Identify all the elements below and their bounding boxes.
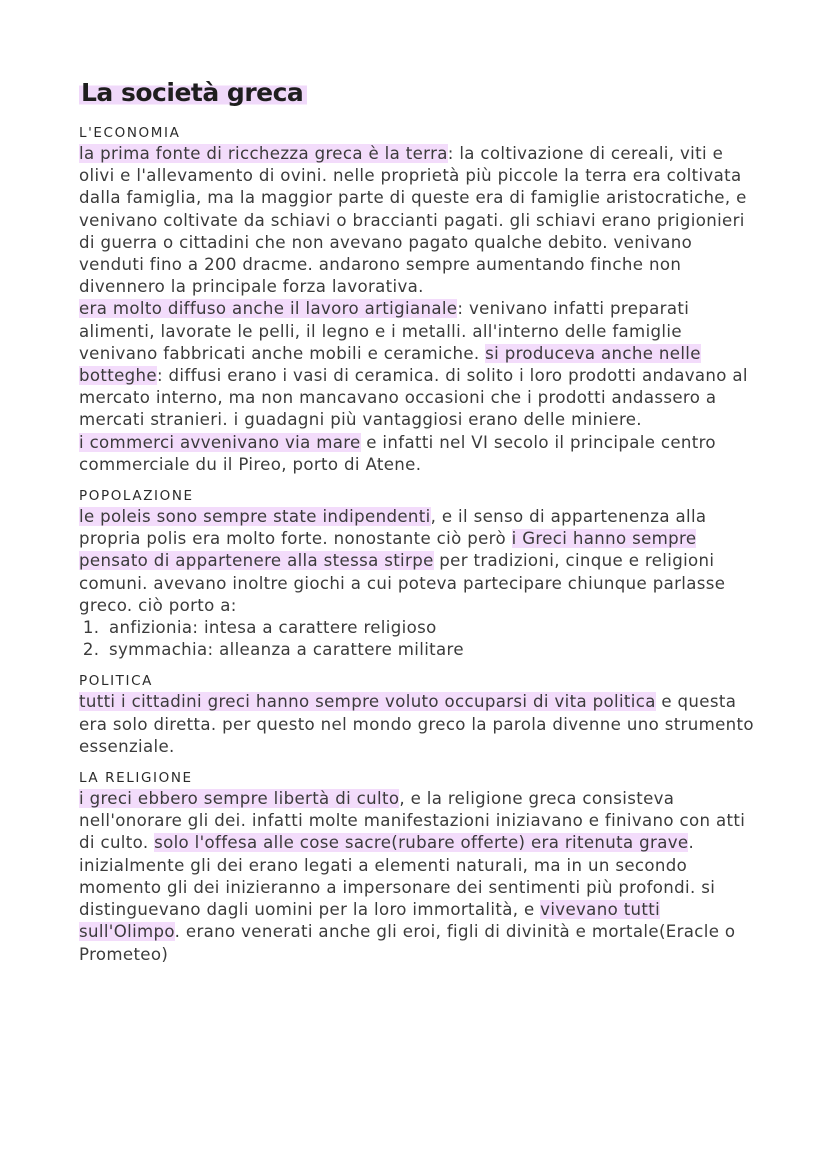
numbered-list [79,617,758,661]
section-heading-economia: L'ECONOMIA [79,125,181,141]
text: : diffusi erano i vasi di ceramica. di solito i loro prodotti andavano al mercato interno, ma non mancavano occasioni che i prodotti andassero a mercati stranieri. i guadagni più vantaggiosi erano delle miniere. [79,366,748,430]
section-heading-popolazione: POPOLAZIONE [79,488,194,505]
text: , e la religione greca consisteva nell'onorare gli dei. infatti molte manifestazioni iniziavano e finivano con atti di culto. [79,789,746,853]
text: , e il senso di appartenenza alla propria polis era molto forte. nonostante ciò però [79,507,707,549]
paragraph-economia-2 [79,298,758,431]
text: e infatti nel VI secolo il principale centro commerciale du il Pireo, porto di Atene. [79,432,716,474]
paragraph-economia-1 [79,143,758,298]
list-item: 2. symmachia: alleanza a carattere militare [105,639,758,661]
text: . erano venerati anche gli eroi, figli di divinità e mortale(Eracle o Prometeo) [79,922,736,964]
highlight: le poleis sono sempre state indipendenti [79,507,431,527]
section-politica [79,672,758,758]
text: per tradizioni, cinque e religioni comuni. avevano inoltre giochi a cui poteva partecipare chiunque parlasse greco. ciò porto a: [79,551,726,615]
highlight: tutti i cittadini greci hanno sempre voluto occuparsi di vita politica [79,692,656,712]
paragraph-economia-3 [79,432,758,476]
page-title: La società greca [79,76,307,107]
text: : la coltivazione di cereali, viti e olivi e l'allevamento di ovini. nelle proprietà più piccole la terra era coltivata dalla famiglia, ma la maggior parte di queste era di famiglie aristocratiche, e venivano coltivate da schiavi o braccianti pagati. gli schiavi erano prigionieri di guerra o cittadini che non avevano pagato qualche debito. venivano venduti fino a 200 dracme. andarono sempre aumentando finche non divennero la principale forza lavorativa. [79,144,747,297]
section-religione [79,769,758,966]
highlight: vivevano tutti sull'Olimpo [79,900,661,942]
section-popolazione [79,487,758,661]
paragraph-popolazione [79,506,758,617]
highlight: la prima fonte di ricchezza greca è la terra [79,144,448,163]
highlight: i Greci hanno sempre pensato di appartenere alla stessa stirpe [79,529,697,571]
section-heading-politica: POLITICA [79,673,153,690]
paragraph-religione [79,788,758,966]
highlight: solo l'offesa alle cose sacre(rubare offerte) era ritenuta grave [154,833,689,853]
highlight: era molto diffuso anche il lavoro artigianale [79,299,458,319]
list-item: 1. anfizionia: intesa a carattere religioso [105,617,758,639]
section-economia [79,124,758,476]
text: : venivano infatti preparati alimenti, lavorate le pelli, il legno e i metalli. all'interno delle famiglie venivano fabbricati anche mobili e ceramiche. [79,299,690,363]
paragraph-politica [79,691,758,758]
text: . inizialmente gli dei erano legati a elementi naturali, ma in un secondo momento gli dei inizieranno a impersonare dei sentimenti più profondi. si distinguevano dagli uomini per la loro immortalità, e [79,833,716,920]
highlight: si produceva anche nelle botteghe [79,343,701,386]
text: e questa era solo diretta. per questo nel mondo greco la parola divenne uno strumento essenziale. [79,692,754,756]
highlight: i greci ebbero sempre libertà di culto [79,789,400,809]
highlight: i commerci avvenivano via mare [79,432,361,452]
section-heading-religione: LA RELIGIONE [79,770,193,787]
title-wrap [79,76,758,110]
